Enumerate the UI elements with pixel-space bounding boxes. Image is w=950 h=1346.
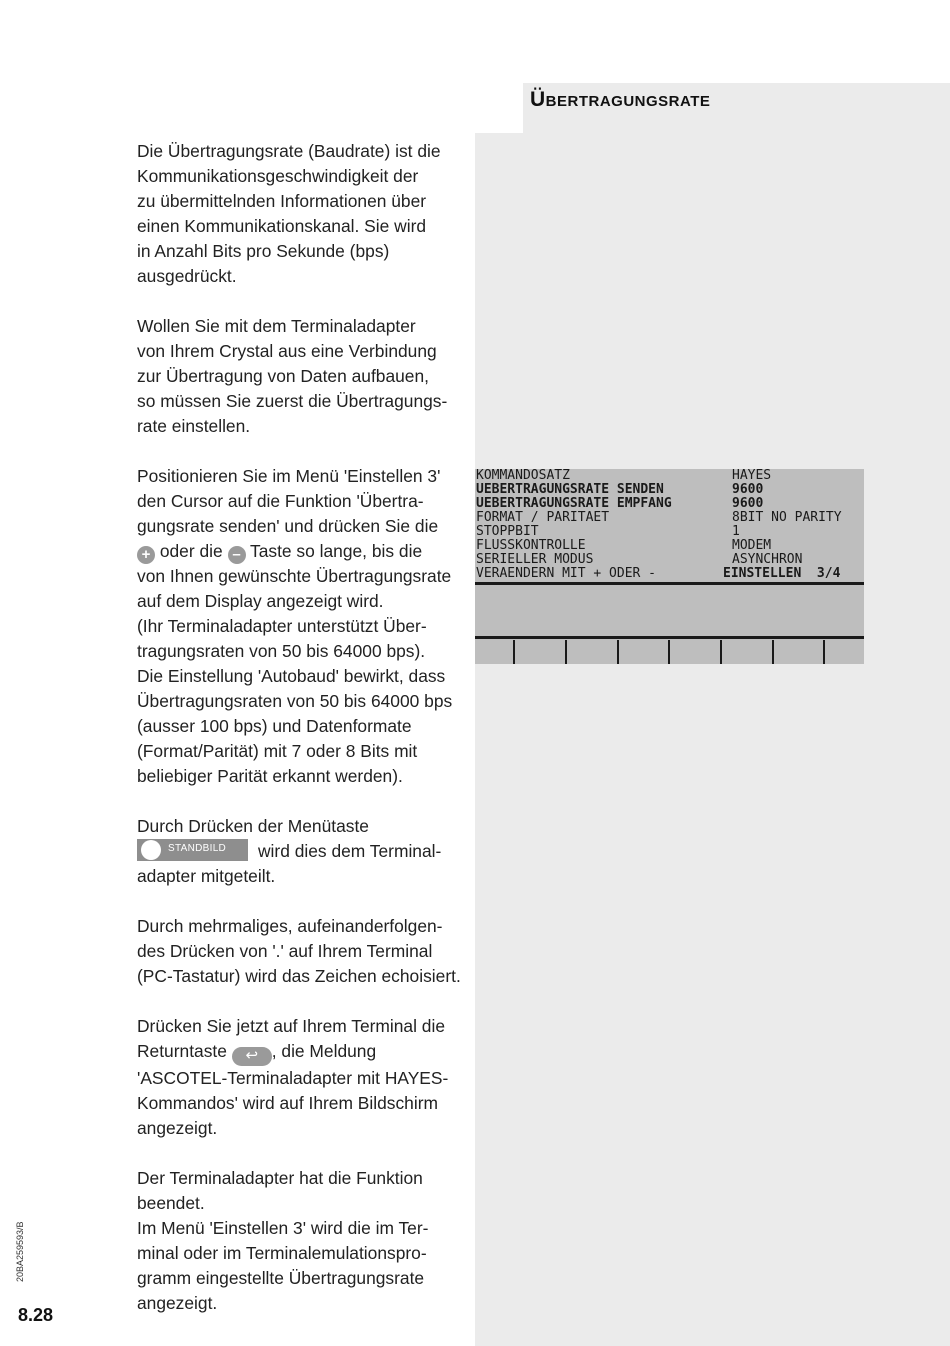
display-divider [475,636,864,639]
return-key-icon: ↩ [232,1047,272,1066]
text-line: Wollen Sie mit dem Terminaladapter [137,316,416,336]
text-fragment: Taste so lange, bis die [245,541,423,561]
text-line: tragungsraten von 50 bis 64000 bps). [137,641,426,661]
body-text [137,139,477,1341]
text-line: adapter mitgeteilt. [137,866,276,886]
text-line: in Anzahl Bits pro Sekunde (bps) [137,241,390,261]
display-row-format [475,511,864,525]
display-row-rate-empfang [475,497,864,511]
display-key: VERAENDERN MIT + ODER - [476,566,657,581]
text-line: zur Übertragung von Daten aufbauen, [137,366,429,386]
text-line: von Ihnen gewünschte Übertragungsrate [137,566,452,586]
text-fragment: oder die [155,541,228,561]
display-row-serieller-modus [475,553,864,567]
text-line: des Drücken von '.' auf Ihrem Terminal [137,941,433,961]
display-key: STOPPBIT [476,524,539,539]
display-key: FLUSSKONTROLLE [476,538,586,553]
paragraph-echo [137,914,477,989]
text-line: rate einstellen. [137,416,251,436]
text-line [137,1039,477,1066]
text-line: (Ihr Terminaladapter unterstützt Über- [137,616,427,636]
minus-key-icon: – [228,546,246,564]
document-code: 20BA259593/B [15,1221,25,1282]
text-line [137,839,477,864]
display-value: EINSTELLEN 3/4 [723,566,841,581]
display-value: MODEM [732,538,772,553]
display-value: 1 [732,524,740,539]
display-key: KOMMANDOSATZ [476,468,570,483]
display-key: UEBERTRAGUNGSRATE SENDEN [476,482,664,497]
softkey[interactable] [515,640,567,664]
display-value: 9600 [732,496,764,511]
text-line: Die Einstellung 'Autobaud' bewirkt, dass [137,666,446,686]
text-line: minal oder im Terminalemulationspro- [137,1243,427,1263]
device-display [475,469,864,664]
display-key: UEBERTRAGUNGSRATE EMPFANG [476,496,672,511]
text-fragment: wird dies dem Terminal- [258,841,442,861]
display-row-rate-senden [475,483,864,497]
text-line: beliebiger Parität erkannt werden). [137,766,403,786]
text-line: Durch Drücken der Menütaste [137,816,369,836]
text-line: beendet. [137,1193,205,1213]
sidebar-gray-column [475,133,950,1346]
display-divider [475,582,864,585]
text-line: gungsrate senden' und drücken Sie die [137,516,439,536]
text-line: angezeigt. [137,1293,218,1313]
softkey[interactable] [567,640,619,664]
softkey[interactable] [774,640,825,664]
text-line: so müssen Sie zuerst die Übertragungs- [137,391,448,411]
paragraph-finished [137,1166,477,1316]
softkey-row [475,640,864,664]
text-line: einen Kommunikationskanal. Sie wird [137,216,427,236]
paragraph-intro [137,139,477,289]
softkey[interactable] [475,640,515,664]
text-line: angezeigt. [137,1118,218,1138]
softkey[interactable] [619,640,670,664]
key-knob [141,840,161,860]
display-value: 9600 [732,482,764,497]
text-line: Kommunikationsgeschwindigkeit der [137,166,419,186]
display-row-kommandosatz [475,469,864,483]
display-row-status [475,567,864,581]
plus-key-icon: + [137,546,155,564]
text-line: Kommandos' wird auf Ihrem Bildschirm [137,1093,438,1113]
display-row-flusskontrolle [475,539,864,553]
text-line: 'ASCOTEL-Terminaladapter mit HAYES- [137,1068,449,1088]
page-title: Übertragungsrate [530,88,711,111]
text-line: zu übermittelnden Informationen über [137,191,427,211]
text-line: gramm eingestellte Übertragungsrate [137,1268,425,1288]
text-line: von Ihrem Crystal aus eine Verbindung [137,341,437,361]
display-value: 8BIT NO PARITY [732,510,842,525]
text-line: den Cursor auf die Funktion 'Übertra- [137,491,424,511]
text-line [137,539,477,564]
display-key: FORMAT / PARITAET [476,510,610,525]
text-line: ausgedrückt. [137,266,237,286]
text-line: Der Terminaladapter hat die Funktion [137,1168,423,1188]
standbild-key-icon [137,839,248,861]
standbild-key-label: STANDBILD [168,843,227,854]
text-line: Im Menü 'Einstellen 3' wird die im Ter- [137,1218,429,1238]
text-line: Drücken Sie jetzt auf Ihrem Terminal die [137,1016,446,1036]
text-line: Übertragungsraten von 50 bis 64000 bps [137,691,453,711]
softkey[interactable] [722,640,774,664]
softkey[interactable] [825,640,864,664]
text-line: auf dem Display angezeigt wird. [137,591,384,611]
text-fragment: , die Meldung [271,1041,377,1061]
text-line: (Format/Parität) mit 7 oder 8 Bits mit [137,741,418,761]
text-line: (ausser 100 bps) und Datenformate [137,716,412,736]
display-key: SERIELLER MODUS [476,552,594,567]
page-number: 8.28 [18,1305,54,1325]
paragraph-connection [137,314,477,439]
display-row-stoppbit [475,525,864,539]
text-line: (PC-Tastatur) wird das Zeichen echoisiert. [137,966,461,986]
display-value: HAYES [732,468,772,483]
text-line: Durch mehrmaliges, aufeinanderfolgen- [137,916,443,936]
paragraph-position-cursor [137,464,477,789]
text-line: Positionieren Sie im Menü 'Einstellen 3' [137,466,441,486]
paragraph-return [137,1014,477,1141]
display-value: ASYNCHRON [732,552,803,567]
paragraph-menu-key [137,814,477,889]
text-fragment: Returntaste [137,1041,232,1061]
text-line: Die Übertragungsrate (Baudrate) ist die [137,141,441,161]
softkey[interactable] [670,640,722,664]
